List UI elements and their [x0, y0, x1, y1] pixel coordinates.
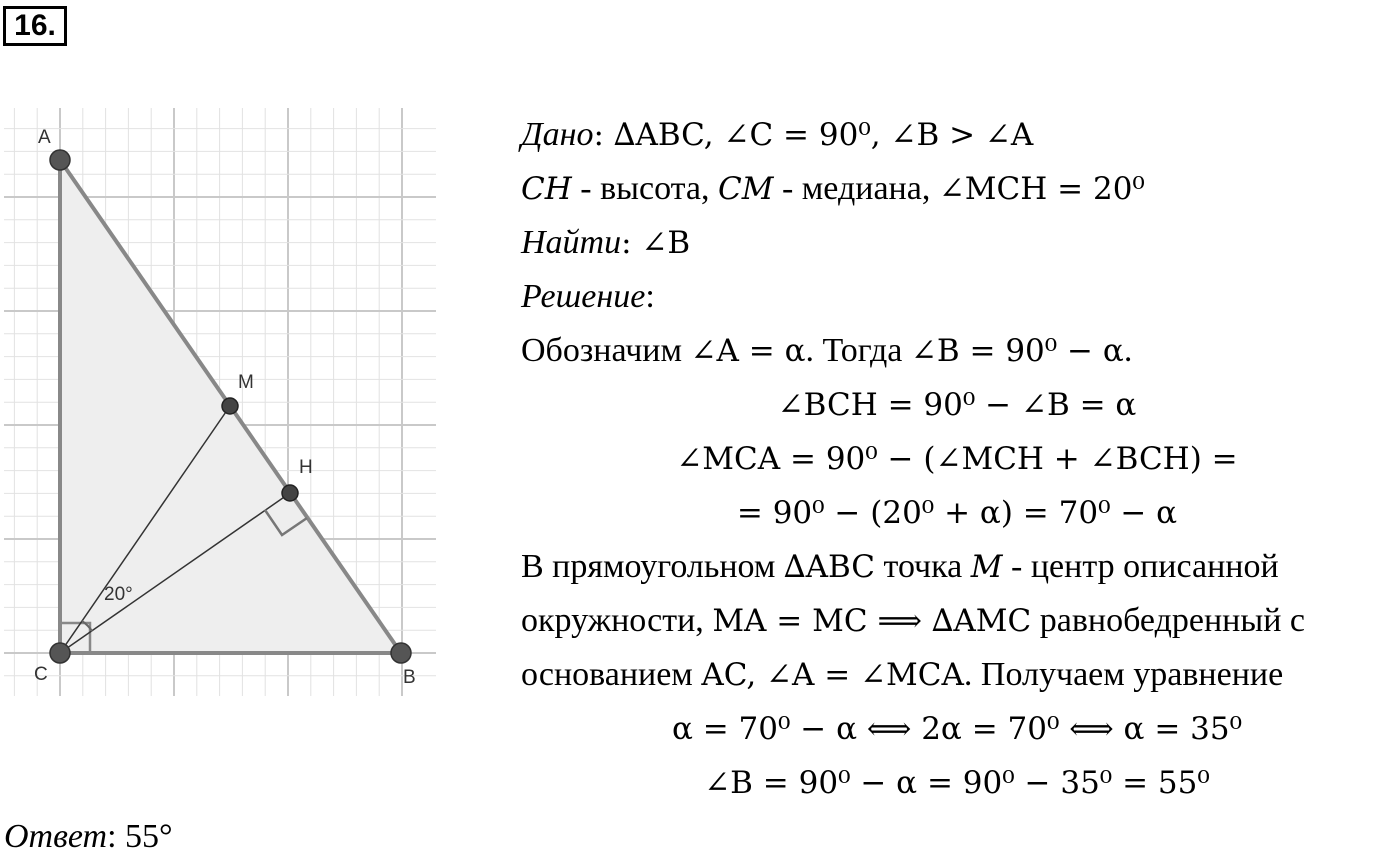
given-ch: CH [521, 171, 572, 207]
label-a: A [38, 127, 51, 148]
equation-5: ∠B = 90⁰ − α = 90⁰ − 35⁰ = 55⁰ [704, 765, 1210, 801]
equation-4: α = 70⁰ − α ⟺ 2α = 70⁰ ⟺ α = 35⁰ [671, 711, 1243, 747]
point-c [50, 643, 70, 663]
answer-label: Ответ [4, 818, 108, 855]
problem-number: 16. [3, 6, 67, 46]
text-2-a: окружности, [521, 602, 713, 639]
given-median-text: - медиана, [773, 170, 939, 207]
step-1-text: Обозначим [521, 332, 691, 369]
text-1-c: точка [875, 548, 971, 585]
point-a [50, 150, 70, 170]
find-line [521, 218, 690, 268]
text-3-b: AC, ∠A = ∠MCA [701, 657, 964, 693]
text-3-c: . Получаем уравнение [963, 656, 1284, 693]
label-b: B [403, 667, 416, 688]
angle-label: 20° [104, 584, 133, 605]
solution-colon: : [645, 278, 655, 315]
text-line-3 [521, 650, 1283, 700]
given-altitude-text: - высота, [571, 170, 718, 207]
triangle-figure [0, 100, 440, 700]
step-1-formula-b: ∠B = 90⁰ − α [910, 333, 1124, 369]
answer [4, 812, 173, 862]
text-line-2 [521, 596, 1305, 646]
step-1 [521, 326, 1132, 376]
label-c: C [34, 664, 48, 685]
given-value: : ∆ABC, ∠C = 90⁰, ∠B > ∠A [593, 117, 1034, 153]
equation-3: = 90⁰ − (20⁰ + α) = 70⁰ − α [736, 495, 1178, 531]
given-angle: ∠MCH = 20⁰ [938, 171, 1145, 207]
text-1-d: M [970, 549, 1003, 585]
text-3-a: основанием [521, 656, 702, 693]
point-b [391, 643, 411, 663]
given-cm: CM [718, 171, 774, 207]
given-line [521, 110, 1033, 160]
find-value: : ∠B [621, 225, 691, 261]
point-h [282, 485, 298, 501]
text-2-b: MA = MC ⟹ ∆AMC [712, 603, 1032, 639]
answer-value: : 55° [107, 818, 173, 855]
step-1-period: . [1123, 332, 1133, 369]
find-label: Найти [521, 224, 622, 261]
step-1-formula-a: ∠A = α [690, 333, 806, 369]
given-line-2 [521, 164, 1145, 214]
solution-label: Решение [521, 278, 646, 315]
text-1-e: - центр описанной [1002, 548, 1279, 585]
text-1-a: В прямоугольном [521, 548, 784, 585]
step-1-text-2: . Тогда [805, 332, 911, 369]
text-1-b: ∆ABC [783, 549, 876, 585]
equation-1: ∠BCH = 90⁰ − ∠B = α [777, 387, 1137, 423]
text-line-1 [521, 542, 1279, 592]
text-2-c: равнобедренный с [1031, 602, 1305, 639]
solution-heading [521, 272, 655, 322]
point-m [222, 398, 238, 414]
label-h: H [299, 457, 313, 478]
equation-2: ∠MCA = 90⁰ − (∠MCH + ∠BCH) = [676, 441, 1238, 477]
label-m: M [238, 372, 254, 393]
given-label: Дано [521, 116, 594, 153]
